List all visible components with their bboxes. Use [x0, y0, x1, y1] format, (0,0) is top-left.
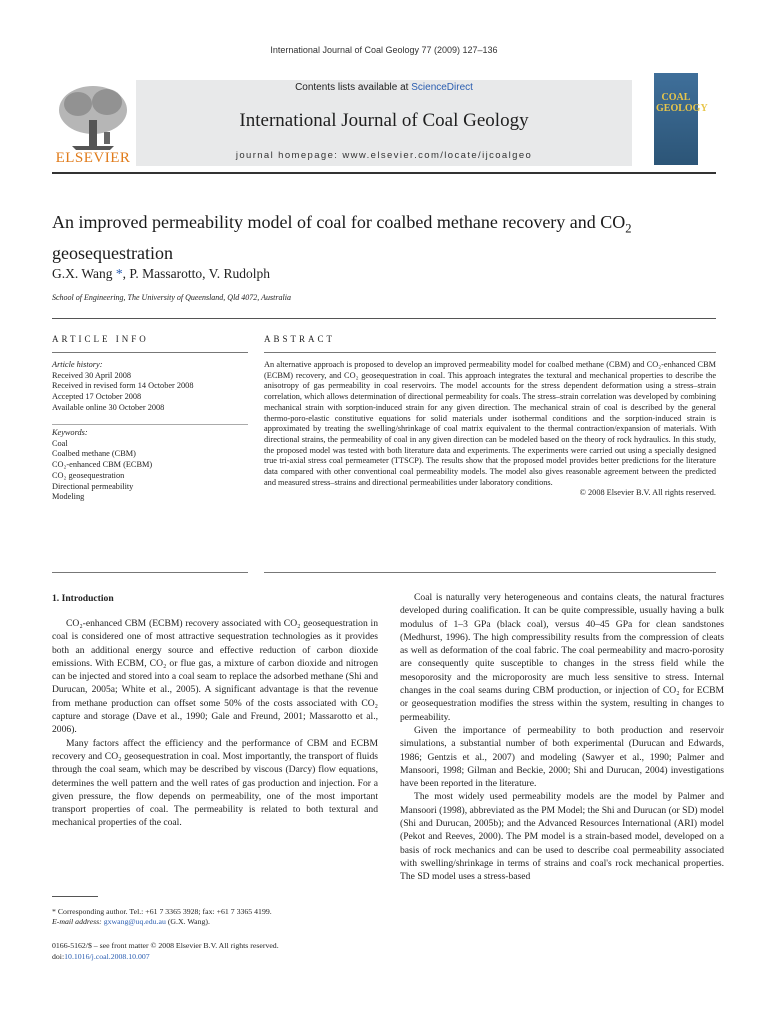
title-subscript: 2: [625, 221, 632, 236]
doi-label: doi:: [52, 952, 65, 961]
contents-prefix: Contents lists available at: [295, 82, 412, 93]
article-info-rule: [52, 352, 248, 353]
section-rule: [52, 318, 716, 319]
history-item: Available online 30 October 2008: [52, 402, 165, 412]
title-part1: An improved permeability model of coal for coalbed methane recovery and CO: [52, 212, 626, 232]
article-history: [52, 360, 248, 414]
paragraph: The most widely used permeability models are the model by Palmer and Mansoori (1998), abbreviated as the PM Model; the Shi and Durucan (or SD) model (Shi and Durucan, 2005b); and the Advanced Resources International (ARI) model (Pekot and Reeves, 2000). The PM model is a strain-based model, developed on a basis of rock mechanics and can be used to describe coal permeability associated with swelling/shrinkage in terms of strains and coal's rock mechanical properties. The SD model uses a stress-based: [400, 791, 724, 883]
doi-link[interactable]: 10.1016/j.coal.2008.10.007: [64, 952, 150, 961]
keywords-label: Keywords:: [52, 428, 88, 437]
affiliation: School of Engineering, The University of Queensland, Qld 4072, Australia: [52, 293, 291, 302]
article-info-bottom-rule: [52, 572, 248, 573]
corresponding-author-mark[interactable]: *: [115, 266, 123, 281]
corresponding-author-note: * Corresponding author. Tel.: +61 7 3365 3928; fax: +61 7 3365 4199.: [52, 907, 272, 916]
sciencedirect-link[interactable]: ScienceDirect: [411, 82, 473, 93]
article-title: [52, 210, 692, 265]
history-rule: [52, 424, 248, 425]
front-matter: [52, 940, 378, 962]
introduction-heading: 1. Introduction: [52, 593, 114, 604]
history-item: Received 30 April 2008: [52, 370, 132, 380]
contents-line: [136, 82, 632, 93]
abstract-heading: ABSTRACT: [264, 334, 336, 344]
history-item: Accepted 17 October 2008: [52, 392, 142, 402]
keywords: [52, 428, 248, 503]
history-label: Article history:: [52, 360, 103, 369]
title-part2: geosequestration: [52, 242, 173, 263]
homepage-url[interactable]: www.elsevier.com/locate/ijcoalgeo: [342, 150, 533, 161]
paragraph: Coal is naturally very heterogeneous and contains cleats, the natural fractures developed during coalification. It can be quite compressible, usually having a bulk modulus of 1–3 GPa (black coal), versus 40–45 GPa for clean sandstones (Medhurst, 1996). The high compressibility results from the compression of cleats as well as deformation of the coal fabric. The coal permeability and macro-porosity are consequently quite susceptible to changes in the stress field while the mesoporosity and the microporosity are much less sensitive to stress. Internal changes in the coal seams during CBM production, or injection of CO₂ for ECBM or geosequestration modifies the stress within the system, resulting in changes to permeability.: [400, 592, 724, 723]
abstract-text: An alternative approach is proposed to develop an improved permeability model for coalbed methane (CBM) and CO₂-enhanced CBM (ECBM) recovery, and CO₂ geosequestration in coal. This approach integrates the textural and mechanical properties to describe the anisotropy of gas permeability in coal reservoirs. The model accounts for the stress dependent deformation using a stress–strain correlation, which allows determination of directional permeability for coals. The stress–strain correlation was developed by combining mechanical strain with sorption-induced strain for any given direction. The mechanical strain of coal is described by the general thermo-poro-elastic constitutive equations for solid materials under isothermal conditions and the sorption-induced strain is approximated by treating the swelling/shrinkage of coal matrix equivalent to the thermal contraction/expansion of materials. With directional strains, the permeability of coal in any given direction can be modeled based on the theory of rock hydraulics. In this study, the proposed model was tested with both literature data and experiments. The experiments were carried out using a specially designed true tri-axial stress coal permeameter (TTSCP). The results show that the proposed model provides better predictions for the literature data compared with other conventional coal permeability models. The model also gives reasonable agreement between the predicted and measured stress–strains and directional permeabilities under laboratory conditions.: [264, 360, 716, 487]
journal-cover-image: [654, 73, 708, 165]
keyword-item: CO₂ geosequestration: [52, 470, 125, 480]
issn-line: 0166-5162/$ – see front matter © 2008 Elsevier B.V. All rights reserved.: [52, 941, 279, 950]
copyright: © 2008 Elsevier B.V. All rights reserved.: [579, 488, 716, 498]
keyword-item: Coal: [52, 438, 68, 448]
paragraph: CO₂-enhanced CBM (ECBM) recovery associated with CO₂ geosequestration in coal is considered one of most attractive sequestration technologies as it provides both an additional energy source and effective reduction of carbon dioxide emissions. With ECBM, CO₂ or flue gas, a mixture of carbon dioxide and nitrogen can be injected and stored into a coal seam to replace the adsorbed methane (Shi and Durucan, 2005a; White et al., 2005). A significant advantage is that the revenue from methane production can offset some 50% of the costs associated with CO₂ capture and storage (Dave et al., 1990; Gale and Freund, 2001; Massarotto et al., 2006).: [52, 618, 378, 736]
author-1: G.X. Wang: [52, 266, 116, 281]
keyword-item: Directional permeability: [52, 481, 134, 491]
header-rule: [52, 172, 716, 174]
homepage-label: journal homepage:: [235, 150, 343, 161]
paragraph: Given the importance of permeability to both production and reservoir simulations, a substantial number of both experimental (Durucan and Edwards, 1986; Gentzis et al., 2007) and modeling (Sawyer et al., 1990; Palmer and Mansoori, 1998; Gilman and Beckie, 2000; Shi and Durucan, 2004) investigations have been reported in the literature.: [400, 724, 724, 790]
running-head: International Journal of Coal Geology 77 (2009) 127–136: [270, 45, 498, 55]
authors-rest: , P. Massarotto, V. Rudolph: [122, 266, 270, 281]
history-item: Received in revised form 14 October 2008: [52, 381, 194, 391]
journal-homepage: [136, 150, 632, 161]
keyword-item: Coalbed methane (CBM): [52, 449, 136, 459]
abstract-bottom-rule: [264, 572, 716, 573]
footnote: [52, 907, 378, 928]
paragraph: Many factors affect the efficiency and the performance of CBM and ECBM recovery and CO₂ geosequestration in coal. Most importantly, the transport of fluids through the coal seam, which may be described by viscous (Darcy) flow equations, determines the well pattern and the well rates of gas production and injection. For a given pressure, the flow depends on permeability, one of the most important transport properties of coal. The permeability is related to both textural and mechanical properties of the coal.: [52, 737, 378, 829]
authors: [52, 266, 270, 282]
abstract: [264, 360, 716, 499]
elsevier-wordmark: ELSEVIER: [55, 150, 131, 166]
article-info-heading: ARTICLE INFO: [52, 334, 149, 344]
email-label: E-mail address:: [52, 917, 104, 927]
keyword-item: Modeling: [52, 492, 85, 502]
email-suffix: (G.X. Wang).: [165, 917, 210, 927]
journal-name: International Journal of Coal Geology: [239, 110, 529, 131]
body-column-left: [52, 617, 378, 830]
email-link[interactable]: gxwang@uq.edu.au: [103, 917, 166, 927]
cover-title: COAL GEOLOGY: [656, 92, 708, 114]
footnote-rule: [52, 896, 98, 897]
abstract-rule: [264, 352, 716, 353]
body-column-right: [400, 591, 724, 884]
keyword-item: CO₂-enhanced CBM (ECBM): [52, 460, 153, 470]
